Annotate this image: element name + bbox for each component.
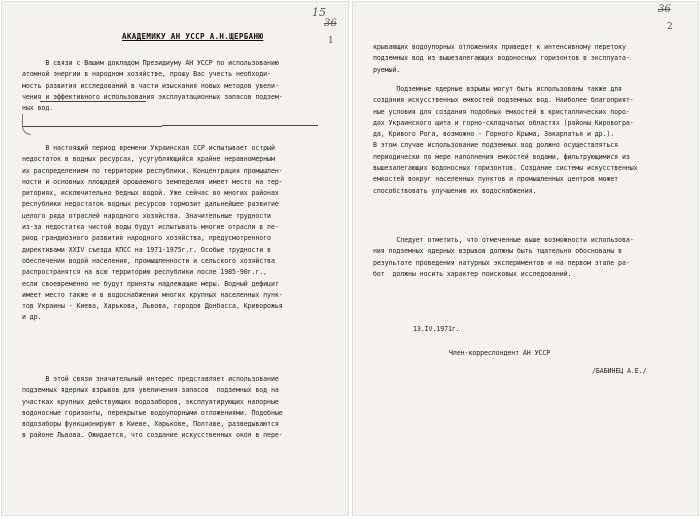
page-sequence-mark: 2 (667, 22, 673, 32)
page-sequence-mark: 1 (328, 36, 334, 46)
archive-page-number: 36 (658, 4, 671, 15)
continuation-paragraph: крывающих водоупорных отложениях приведет к интенсивному перетоку подземных вод из вышезалегающих водоносных горизонтов в эксплуата- руемый. (373, 43, 630, 74)
document-page-left (2, 2, 348, 515)
signatory-title: Член-корреспондент АН УССР (449, 349, 551, 357)
pencil-underline (22, 126, 162, 127)
archive-sheet-number: 15 (312, 6, 326, 19)
conclusion-paragraph: Следует отметить, что отмеченные выше возможности использова- ния подземных ядерных взрывов должны быть тщательно обоснованы в результате проведения натурных экспериментов и на первом этапе ра- бот должны носить характер поисковых исследований. (373, 236, 634, 278)
nuclear-explosions-paragraph: В этой связи значительный интерес представляет использование подземных ядерных взрывов для увеличения запасов подземных вод на участках крупных действующих водозаборов, эксплуатирующих напорные водоносные горизонты, перекрытые водоупорными отложениями. Подобные водозаборы функционируют в Киеве, Харькове, Полтаве, разведываются в районе Львова. Ожидается, что создание искусственных окон в пере- (22, 375, 283, 440)
artificial-reservoirs-paragraph: Подземные ядерные взрывы могут быть использованы также для создания искусственных емкостей подземных вод. Наиболее благоприят- ные условия для создания подобных емкостей в кристаллических поро- дах Украинского щита и горно-складчатых областях (районы Кировогра- да, Кривого Рога, возможно - Горного Крыма, Закарпатья и др.). В этом случае использование подземных вод должно осуществляться периодически по мере наполнения емкостей водами, фильтрующимися из вышезалегающих водоносных горизонтов. Создание системы искусственных емкостей вокруг населенных пунктов и промышленных центров может способствовать улучшению их водоснабжения. (373, 85, 638, 195)
document-date: 13.IV.1971г. (413, 325, 460, 333)
pencil-underline (40, 101, 146, 102)
archive-page-number: 36 (324, 18, 337, 29)
intro-paragraph: В связи с Вашим докладом Президиуму АН УССР по использованию атомной энергии в народном хозяйстве, прошу Вас учесть необходи- мость развития исследований в части изыскания новых методов увели- чения и эффективного использования эксплуатационных запасов подзем- ных вод. (22, 59, 283, 113)
pencil-underline (162, 125, 318, 126)
document-page-right (353, 2, 698, 515)
pencil-margin-bracket (22, 114, 31, 135)
water-shortage-paragraph: В настоящий период времени Украинская ССР испытывает острый недостаток в водных ресурсах, усугубляющийся крайне неравномерным их распределением по территории республики. Концентрация промышлен- ности и основных площадей орошаемого земледелия имеет место на тер- риториях, исключительно бедных водой. Уже сейчас во многих районах республики недостаток водных ресурсов тормозит дальнейшее развитие целого ряда отраслей народного хозяйства. Значительные трудности из-за недостатка чистой воды будут испытывать многие отрасли в пе- риод грандиозного развития народного хозяйства, предусмотренного директивами XXIV съезда КПСС на 1971-1975г.г. Особые трудности в обеспечении водой населения, промышленности и сельского хозяйства распространятся на всю территорию республики после 1985-90г.г., если своевременно не будут приняты надлежащие меры. Водный дефицит имеет место также и в водоснабжении многих крупных населенных пунк- тов Украины - Киева, Харькова, Львова, городов Донбасса, Криворожья и др. (22, 144, 283, 322)
document-addressee-heading: АКАДЕМИКУ АН УССР А.Н.ЩЕРБАНЮ (122, 32, 264, 41)
signatory-name: /БАБИНЕЦ А.Е./ (592, 367, 647, 375)
